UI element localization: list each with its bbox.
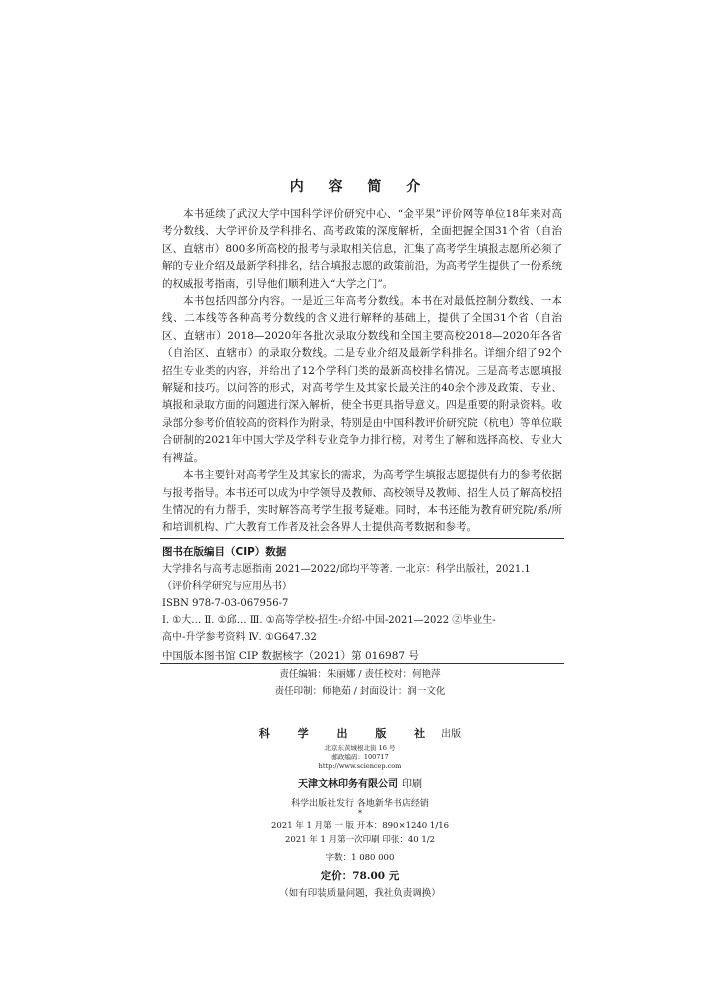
publisher-block — [0, 722, 720, 899]
cip-subject-line-1: Ⅰ. ①大… Ⅱ. ①邱… Ⅲ. ①高等学校-招生-介绍-中国-2021—2022 ②毕业生- — [162, 615, 496, 626]
publisher-postcode: 邮政编码：100717 — [331, 753, 389, 761]
quality-notice: （如有印装质量问题，我社负责调换） — [279, 888, 441, 899]
separator-star: * — [358, 809, 362, 818]
publisher-address: 北京东黄城根北街 16 号 — [324, 744, 396, 752]
printer-suffix: 印刷 — [402, 779, 422, 790]
cip-heading: 图书在版编目（CIP）数据 — [162, 546, 287, 558]
editor-line-1: 责任编辑：朱丽娜 / 责任校对：何艳萍 — [279, 669, 441, 680]
cip-isbn: ISBN 978-7-03-067956-7 — [162, 598, 289, 609]
cip-series-line: （评价科学研究与应用丛书） — [162, 581, 292, 592]
price: 定价：78.00 元 — [320, 870, 400, 882]
responsible-editors — [0, 666, 720, 700]
publisher-name: 科 学 出 版 社 — [258, 727, 438, 740]
summary-paragraph-2: 本书包括四部分内容。一是近三年高考分数线。本书在对最低控制分数线、一本线、二本线等各种高考分数线的含义进行解释的基础上，提供了全国31个省（自治区、直辖市）2018—2020年各批次录取分数线和全国主要高校2018—2020年各省（自治区、直辖市）的录取分数线。二是专业介绍及最新学科排名。详细介绍了92个招生专业类的内容，并给出了12个学科门类的最新高校排名情况。三是高考志愿填报解疑和技巧。以问答的形式，对高考学生及其家长最关注的40余个涉及政策、专业、填报和录取方面的问题进行深入解析，使全书更具指导意义。四是重要的附录资料。收录部分参考价值较高的资料作为附录，特别是由中国科教评价研究院（杭电）等单位联合研制的2021年中国大学及学科专业竞争力排行榜，对考生了解和选择高校、专业大有裨益。 — [162, 295, 562, 464]
cip-record-number: 中国版本图书馆 CIP 数据核字（2021）第 016987 号 — [162, 650, 419, 662]
cip-data-block — [162, 544, 562, 665]
editor-line-2: 责任印制：师艳茹 / 封面设计：润一文化 — [274, 686, 446, 697]
content-summary — [162, 206, 562, 537]
publisher-suffix: 出版 — [441, 729, 462, 740]
distribution-line: 科学出版社发行 各地新华书店经销 — [291, 799, 429, 809]
edition-line: 2021 年 1 月第 一 版 开本：890×1240 1/16 — [270, 821, 450, 831]
publisher-website: http://www.sciencep.com — [318, 762, 402, 770]
cip-title-line: 大学排名与高考志愿指南 2021—2022/邱均平等著. 一北京：科学出版社，2021.1 — [162, 564, 531, 575]
printer-line — [0, 775, 720, 790]
publisher-name-line — [0, 722, 720, 741]
word-count: 字数：1 080 000 — [325, 853, 395, 863]
cip-subject-line-2: 高中-升学参考资料 Ⅳ. ①G647.32 — [162, 632, 317, 643]
printer-name: 天津文林印务有限公司 — [298, 779, 398, 790]
cip-bottom-rule — [160, 663, 564, 664]
summary-paragraph-1: 本书延续了武汉大学中国科学评价研究中心、“金平果”评价网等单位18年来对高考分数线、大学评价及学科排名、高考政策的深度解析，全面把握全国31个省（自治区、直辖市）800多所高校的报考与录取相关信息，汇集了高考学生填报志愿所必须了解的专业介绍及最新学科排名，结合填报志愿的政策前沿，为高考学生提供了一份系统的权威报考指南，引导他们顺利进入“大学之门”。 — [162, 208, 562, 290]
print-line: 2021 年 1 月第一次印刷 印张：40 1/2 — [284, 835, 436, 845]
summary-paragraph-3: 本书主要针对高考学生及其家长的需求，为高考学生填报志愿提供有力的参考依据与报考指导。本书还可以成为中学领导及教师、高校领导及教师、招生人员了解高校招生情况的有力帮手，实时解答高考学生报考疑难。同时，本书还能为教育研究院/系/所和培训机构、广大教育工作者及社会各界人士提供高考数据和参考。 — [162, 469, 562, 534]
page-title: 内 容 简 介 — [289, 179, 431, 195]
cip-top-rule — [160, 538, 564, 539]
